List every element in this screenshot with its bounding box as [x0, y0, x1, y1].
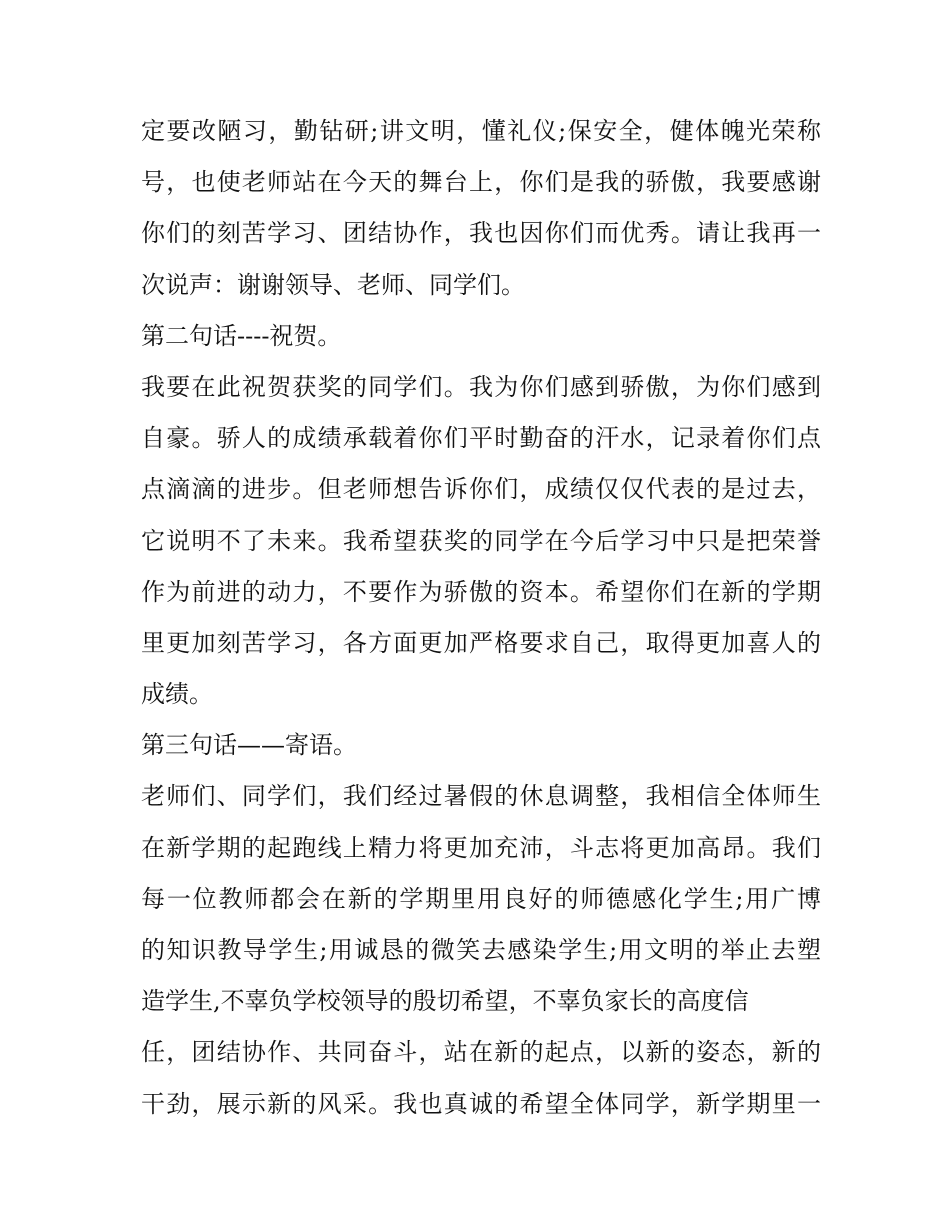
text-line: 点滴滴的进步。但老师想告诉你们，成绩仅仅代表的是过去， — [141, 475, 821, 504]
text-line: 定要改陋习，勤钻研;讲文明，懂礼仪;保安全，健体魄光荣称 — [141, 117, 821, 145]
text-line: 它说明不了未来。我希望获奖的同学在今后学习中只是把荣誉 — [141, 526, 821, 555]
text-line: 老师们、同学们，我们经过暑假的休息调整，我相信全体师生 — [141, 782, 821, 811]
text-line: 造学生,不辜负学校领导的殷切希望，不辜负家长的高度信 — [141, 987, 749, 1016]
text-line: 的知识教导学生;用诚恳的微笑去感染学生;用文明的举止去塑 — [141, 936, 821, 964]
text-line: 任，团结协作、共同奋斗，站在新的起点，以新的姿态，新的 — [141, 1038, 821, 1067]
section-heading: 第三句话——寄语。 — [141, 731, 357, 760]
text-line: 你们的刻苦学习、团结协作，我也因你们而优秀。请让我再一 — [141, 219, 821, 248]
text-line: 自豪。骄人的成绩承载着你们平时勤奋的汗水，记录着你们点 — [141, 424, 821, 453]
section-heading: 第二句话----祝贺。 — [141, 321, 342, 350]
text-line: 每一位教师都会在新的学期里用良好的师德感化学生;用广博 — [141, 884, 821, 913]
text-line: 里更加刻苦学习，各方面更加严格要求自己，取得更加喜人的 — [141, 628, 821, 657]
text-line: 我要在此祝贺获奖的同学们。我为你们感到骄傲，为你们感到 — [141, 372, 821, 401]
body-text — [141, 106, 821, 1130]
text-line: 作为前进的动力，不要作为骄傲的资本。希望你们在新的学期 — [141, 577, 821, 606]
text-line: 次说声：谢谢领导、老师、同学们。 — [141, 270, 525, 299]
text-line: 号，也使老师站在今天的舞台上，你们是我的骄傲，我要感谢 — [141, 168, 821, 197]
text-line: 在新学期的起跑线上精力将更加充沛，斗志将更加高昂。我们 — [141, 833, 821, 862]
text-line: 成绩。 — [141, 680, 213, 709]
text-line: 干劲，展示新的风采。我也真诚的希望全体同学，新学期里一 — [141, 1089, 821, 1118]
